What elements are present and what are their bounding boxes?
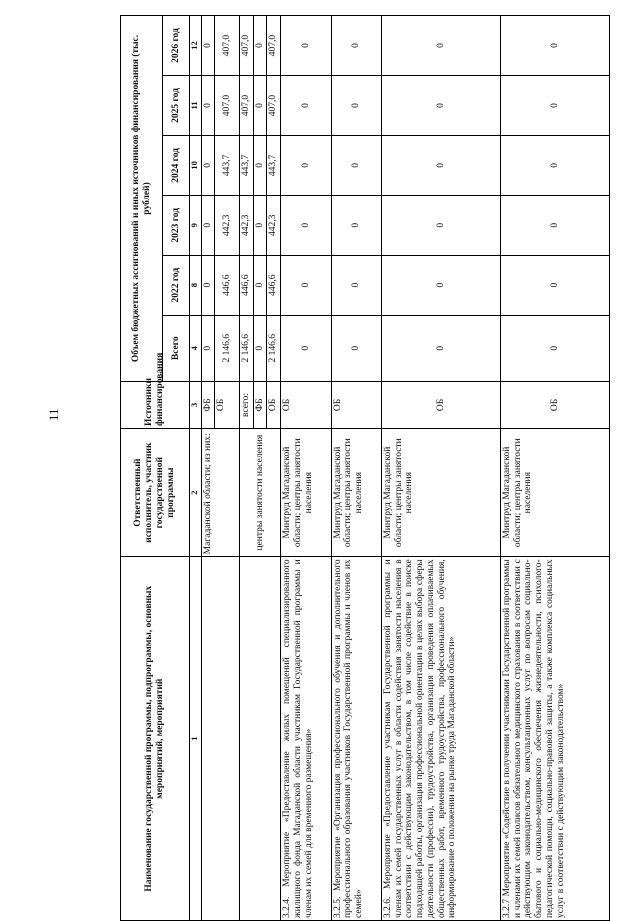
source-cell: ОБ <box>501 381 610 428</box>
value-2025: 0 <box>382 76 501 136</box>
executor-cell: Минтруд Магаданской области; центры занятости населения <box>281 428 331 556</box>
value-2023: 0 <box>281 195 331 255</box>
value-2025: 0 <box>501 76 610 136</box>
measure-name: 3.2.4. Мероприятие «Предоставление жилых помещений специализированного жилищного фонда Магаданской области участникам Государственной программы и членам их семей для временного размещения» <box>281 557 331 921</box>
table-row <box>239 16 253 921</box>
value-total: 2 146,6 <box>267 315 281 381</box>
col-num: 1 <box>189 557 201 921</box>
value-2024: 443,7 <box>239 135 253 195</box>
column-number-row <box>189 16 201 921</box>
executor-cell: Минтруд Магаданской области; центры занятости населения <box>331 428 381 556</box>
rotated-table-sheet <box>120 15 610 921</box>
value-2025: 0 <box>281 76 331 136</box>
value-2024: 0 <box>501 135 610 195</box>
col-num: 12 <box>189 16 201 76</box>
header-year-2023: 2023 год <box>163 195 189 255</box>
value-2026: 0 <box>253 16 267 76</box>
value-2023: 0 <box>201 195 215 255</box>
value-2024: 443,7 <box>267 135 281 195</box>
header-year-2022: 2022 год <box>163 255 189 315</box>
table-row <box>201 16 215 921</box>
value-2025: 0 <box>331 76 381 136</box>
source-cell: всего: <box>239 381 253 428</box>
col-num: 10 <box>189 135 201 195</box>
header-year-2025: 2025 год <box>163 76 189 136</box>
measure-name: 3.2.6. Мероприятие «Предоставление участникам Государственной программы и членам их семей государственных услуг в области содействия занятости населения в соответствии с действующим законодательством, в том числе содействие в поиске подходящей работы, организация профессиональной ориентации в целях выбора сферы деятельности (профессии), трудоустройства, организация проведения оплачиваемых общественных работ, временного трудоустройства, профессионального обучения, информирование о положении на рынке труда Магаданской области» <box>382 557 501 921</box>
value-2026: 0 <box>281 16 331 76</box>
value-2026: 0 <box>382 16 501 76</box>
value-2022: 446,6 <box>215 255 239 315</box>
value-2026: 407,0 <box>239 16 253 76</box>
value-2026: 407,0 <box>215 16 239 76</box>
col-num: 4 <box>189 315 201 381</box>
source-cell: ФБ <box>253 381 267 428</box>
header-year-2026: 2026 год <box>163 16 189 76</box>
value-2022: 446,6 <box>239 255 253 315</box>
col-num: 3 <box>189 381 201 428</box>
col-num: 8 <box>189 255 201 315</box>
value-2022: 0 <box>253 255 267 315</box>
value-2026: 0 <box>201 16 215 76</box>
source-cell: ОБ <box>215 381 239 428</box>
header-year-2024: 2024 год <box>163 135 189 195</box>
value-2023: 442,3 <box>215 195 239 255</box>
value-2025: 0 <box>253 76 267 136</box>
value-total: 0 <box>331 315 381 381</box>
value-2022: 0 <box>201 255 215 315</box>
value-2023: 442,3 <box>267 195 281 255</box>
header-executor: Ответственный исполнитель, участник государственной программы <box>121 428 190 556</box>
executor-cell: Минтруд Магаданской области; центры занятости населения <box>382 428 501 556</box>
header-volume: Объем бюджетных ассигнований и иных источников финансирования (тыс. рублей) <box>121 16 163 382</box>
value-2022: 0 <box>382 255 501 315</box>
header-total: Всего <box>163 315 189 381</box>
executor-cell: Магаданской области; из них: <box>201 428 239 556</box>
col-num: 11 <box>189 76 201 136</box>
value-2024: 0 <box>382 135 501 195</box>
source-cell: ОБ <box>281 381 331 428</box>
source-cell: ОБ <box>267 381 281 428</box>
name-cell-empty <box>239 557 281 921</box>
measure-name: 3.2.5. Мероприятие «Организация профессионального обучения и дополнительного профессионального образования участников Государственной программы и членов их семей» <box>331 557 381 921</box>
header-name: Наименование государственной программы, подпрограммы, основных мероприятий, мероприятий <box>121 557 190 921</box>
value-2026: 0 <box>501 16 610 76</box>
value-2024: 0 <box>281 135 331 195</box>
col-num: 9 <box>189 195 201 255</box>
table-row <box>331 16 381 921</box>
source-cell: ОБ <box>331 381 381 428</box>
table-row <box>501 16 610 921</box>
value-2026: 407,0 <box>267 16 281 76</box>
value-2024: 443,7 <box>215 135 239 195</box>
value-2023: 0 <box>253 195 267 255</box>
source-cell: ОБ <box>382 381 501 428</box>
value-2025: 407,0 <box>239 76 253 136</box>
budget-table <box>120 15 610 921</box>
page-number: 11 <box>46 408 61 421</box>
value-total: 0 <box>281 315 331 381</box>
value-2022: 0 <box>331 255 381 315</box>
value-2025: 407,0 <box>215 76 239 136</box>
value-2022: 0 <box>281 255 331 315</box>
value-total: 0 <box>253 315 267 381</box>
col-num: 2 <box>189 428 201 556</box>
value-total: 0 <box>501 315 610 381</box>
value-2023: 0 <box>331 195 381 255</box>
value-total: 0 <box>382 315 501 381</box>
value-2025: 0 <box>201 76 215 136</box>
value-total: 2 146,6 <box>239 315 253 381</box>
value-2023: 0 <box>382 195 501 255</box>
name-cell-empty <box>201 557 239 921</box>
value-2023: 0 <box>501 195 610 255</box>
value-total: 2 146,6 <box>215 315 239 381</box>
header-source: Источники финансирования <box>121 381 190 428</box>
table-row <box>382 16 501 921</box>
value-2024: 0 <box>331 135 381 195</box>
value-total: 0 <box>201 315 215 381</box>
value-2026: 0 <box>331 16 381 76</box>
value-2022: 0 <box>501 255 610 315</box>
executor-cell: Минтруд Магаданской области; центры занятости населения <box>501 428 610 556</box>
executor-cell: центры занятости населения <box>239 428 281 556</box>
value-2025: 407,0 <box>267 76 281 136</box>
value-2022: 446,6 <box>267 255 281 315</box>
table-row <box>281 16 331 921</box>
measure-name: 3.2.7 Мероприятие «Содействие в получении участниками Государственной программы и членами их семей полисов обязательного медицинского страхования в соответствии с действующим законодательством, консультационных услуг по вопросам социально-бытового и социально-медицинского обеспечения жизнедеятельности, психолого-педагогической помощи, социально-правовой защиты, а также комплекса социальных услуг в соответствии с действующим законодательством» <box>501 557 610 921</box>
value-2023: 442,3 <box>239 195 253 255</box>
value-2024: 0 <box>253 135 267 195</box>
source-cell: ФБ <box>201 381 215 428</box>
value-2024: 0 <box>201 135 215 195</box>
